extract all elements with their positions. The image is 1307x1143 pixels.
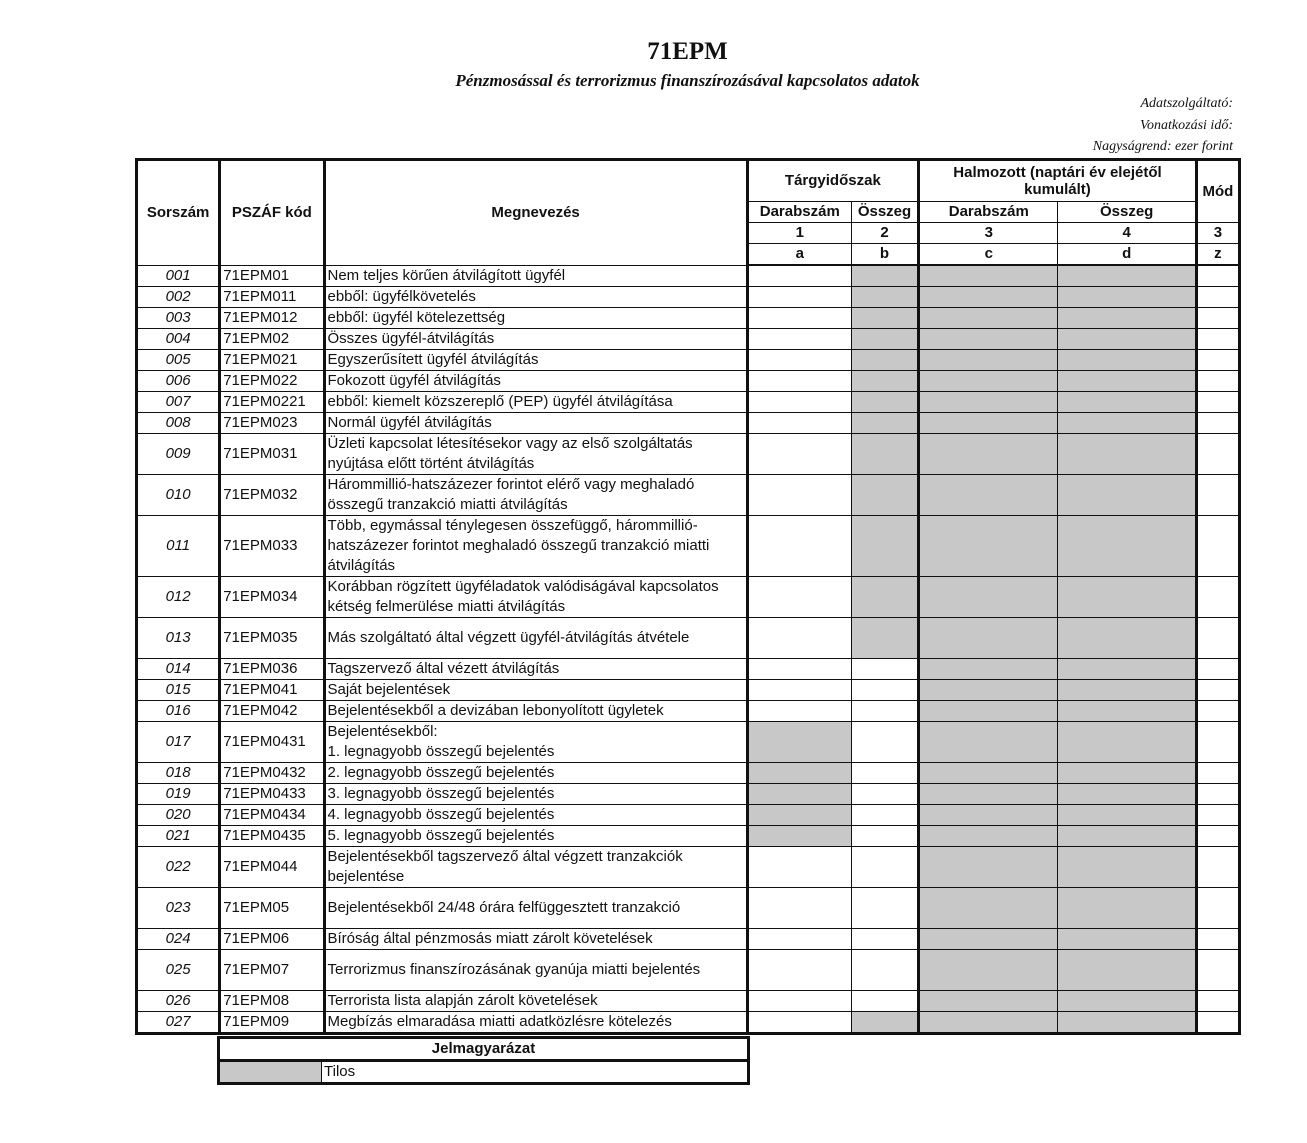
row-sorszam: 015: [137, 679, 220, 700]
row-sorszam: 017: [137, 721, 220, 762]
row-sorszam: 009: [137, 433, 220, 474]
row-megnevezes: Bejelentésekből tagszervező által végzett tranzakciók bejelentése: [324, 846, 747, 887]
col-b-cell: [851, 391, 918, 412]
col-b-cell[interactable]: [851, 658, 918, 679]
col-c-cell: [919, 576, 1058, 617]
col-c-cell: [919, 1011, 1058, 1033]
row-megnevezes: Nem teljes körűen átvilágított ügyfél: [324, 265, 747, 286]
header-sorszam: Sorszám: [137, 160, 220, 266]
row-megnevezes: Megbízás elmaradása miatti adatközlésre kötelezés: [324, 1011, 747, 1033]
col-a-cell: [747, 804, 851, 825]
legend-table: [217, 1036, 750, 1085]
col-b-cell[interactable]: [851, 762, 918, 783]
header-pszaf-kod: PSZÁF kód: [220, 160, 324, 266]
col-b-cell: [851, 617, 918, 658]
table-row: [137, 721, 1240, 762]
row-pszaf-kod: 71EPM042: [220, 700, 324, 721]
col-d-cell: [1058, 658, 1196, 679]
col-letter-c: c: [919, 244, 1058, 266]
row-megnevezes: Tagszervező által vézett átvilágítás: [324, 658, 747, 679]
col-b-cell[interactable]: [851, 804, 918, 825]
form-subtitle: Pénzmosással és terrorizmus finanszírozásával kapcsolatos adatok: [455, 71, 920, 90]
row-pszaf-kod: 71EPM034: [220, 576, 324, 617]
col-number-1: 1: [747, 223, 851, 244]
col-letter-a: a: [747, 244, 851, 266]
row-sorszam: 002: [137, 286, 220, 307]
col-z-cell[interactable]: [1196, 286, 1239, 307]
col-a-cell[interactable]: [747, 391, 851, 412]
col-b-cell: [851, 412, 918, 433]
col-z-cell[interactable]: [1196, 928, 1239, 949]
table-row: [137, 762, 1240, 783]
col-d-cell: [1058, 370, 1196, 391]
row-megnevezes: Hárommillió-hatszázezer forintot elérő vagy meghaladó összegű tranzakció miatti átvilágítás: [324, 474, 747, 515]
col-d-cell: [1058, 391, 1196, 412]
col-a-cell[interactable]: [747, 679, 851, 700]
col-c-cell: [919, 412, 1058, 433]
magnitude-label: Nagyságrend: ezer forint: [1092, 139, 1233, 154]
row-sorszam: 019: [137, 783, 220, 804]
row-sorszam: 008: [137, 412, 220, 433]
row-pszaf-kod: 71EPM0221: [220, 391, 324, 412]
col-number-mod: 3: [1196, 223, 1239, 244]
table-row: [137, 949, 1240, 990]
period-label: Vonatkozási idő:: [1140, 118, 1233, 133]
col-c-cell: [919, 474, 1058, 515]
row-sorszam: 003: [137, 307, 220, 328]
col-c-cell: [919, 783, 1058, 804]
col-number-2: 2: [851, 223, 918, 244]
col-c-cell: [919, 658, 1058, 679]
col-c-cell: [919, 949, 1058, 990]
col-c-cell: [919, 433, 1058, 474]
header-halmozott: Halmozott (naptári év elejétől kumulált): [919, 160, 1197, 202]
col-d-cell: [1058, 576, 1196, 617]
row-sorszam: 012: [137, 576, 220, 617]
col-d-cell: [1058, 433, 1196, 474]
row-pszaf-kod: 71EPM035: [220, 617, 324, 658]
table-row: [137, 1011, 1240, 1033]
col-c-cell: [919, 825, 1058, 846]
table-row: [137, 804, 1240, 825]
table-row: [137, 265, 1240, 286]
row-pszaf-kod: 71EPM011: [220, 286, 324, 307]
col-d-cell: [1058, 265, 1196, 286]
col-c-cell: [919, 265, 1058, 286]
col-d-cell: [1058, 474, 1196, 515]
col-d-cell: [1058, 617, 1196, 658]
col-a-cell[interactable]: [747, 887, 851, 928]
col-a-cell[interactable]: [747, 349, 851, 370]
table-row: [137, 576, 1240, 617]
col-d-cell: [1058, 515, 1196, 576]
col-b-cell: [851, 515, 918, 576]
table-row: [137, 679, 1240, 700]
row-pszaf-kod: 71EPM09: [220, 1011, 324, 1033]
col-z-cell[interactable]: [1196, 307, 1239, 328]
col-z-cell[interactable]: [1196, 804, 1239, 825]
row-sorszam: 018: [137, 762, 220, 783]
col-z-cell[interactable]: [1196, 391, 1239, 412]
col-a-cell[interactable]: [747, 700, 851, 721]
table-row: [137, 928, 1240, 949]
header-mod: Mód: [1196, 160, 1239, 223]
col-z-cell[interactable]: [1196, 700, 1239, 721]
col-z-cell[interactable]: [1196, 433, 1239, 474]
row-pszaf-kod: 71EPM0433: [220, 783, 324, 804]
row-pszaf-kod: 71EPM06: [220, 928, 324, 949]
row-pszaf-kod: 71EPM0431: [220, 721, 324, 762]
row-megnevezes: 3. legnagyobb összegű bejelentés: [324, 783, 747, 804]
row-pszaf-kod: 71EPM0435: [220, 825, 324, 846]
row-megnevezes: Bíróság által pénzmosás miatt zárolt követelések: [324, 928, 747, 949]
header-osszeg-2: Összeg: [1058, 202, 1196, 223]
col-d-cell: [1058, 328, 1196, 349]
row-sorszam: 013: [137, 617, 220, 658]
col-a-cell[interactable]: [747, 370, 851, 391]
header-targyidoszak: Tárgyidőszak: [747, 160, 918, 202]
col-z-cell[interactable]: [1196, 576, 1239, 617]
col-letter-b: b: [851, 244, 918, 266]
table-row: [137, 783, 1240, 804]
col-a-cell: [747, 762, 851, 783]
col-z-cell[interactable]: [1196, 1011, 1239, 1033]
col-a-cell[interactable]: [747, 286, 851, 307]
col-a-cell[interactable]: [747, 928, 851, 949]
col-letter-d: d: [1058, 244, 1196, 266]
table-row: [137, 328, 1240, 349]
header-osszeg-1: Összeg: [851, 202, 918, 223]
col-d-cell: [1058, 762, 1196, 783]
row-megnevezes: Több, egymással ténylegesen összefüggő, hárommillió-hatszázezer forintot meghaladó összegű tranzakció miatti átvilágítás: [324, 515, 747, 576]
col-d-cell: [1058, 307, 1196, 328]
col-c-cell: [919, 887, 1058, 928]
row-megnevezes: ebből: ügyfélkövetelés: [324, 286, 747, 307]
col-a-cell[interactable]: [747, 576, 851, 617]
header-darabszam-2: Darabszám: [919, 202, 1058, 223]
row-megnevezes: Bejelentésekből a devizában lebonyolított ügyletek: [324, 700, 747, 721]
row-sorszam: 024: [137, 928, 220, 949]
col-d-cell: [1058, 804, 1196, 825]
col-d-cell: [1058, 846, 1196, 887]
row-sorszam: 011: [137, 515, 220, 576]
col-z-cell[interactable]: [1196, 412, 1239, 433]
col-d-cell: [1058, 349, 1196, 370]
row-pszaf-kod: 71EPM036: [220, 658, 324, 679]
col-b-cell: [851, 307, 918, 328]
provider-label: Adatszolgáltató:: [1140, 96, 1233, 111]
col-c-cell: [919, 990, 1058, 1011]
table-row: [137, 990, 1240, 1011]
col-z-cell[interactable]: [1196, 846, 1239, 887]
col-z-cell[interactable]: [1196, 349, 1239, 370]
col-c-cell: [919, 721, 1058, 762]
col-d-cell: [1058, 679, 1196, 700]
col-b-cell: [851, 265, 918, 286]
row-pszaf-kod: 71EPM044: [220, 846, 324, 887]
col-a-cell[interactable]: [747, 617, 851, 658]
row-sorszam: 026: [137, 990, 220, 1011]
row-megnevezes: Normál ügyfél átvilágítás: [324, 412, 747, 433]
col-letter-z: z: [1196, 244, 1239, 266]
legend-forbidden-swatch: [219, 1061, 322, 1084]
row-pszaf-kod: 71EPM033: [220, 515, 324, 576]
col-a-cell[interactable]: [747, 658, 851, 679]
row-megnevezes: 4. legnagyobb összegű bejelentés: [324, 804, 747, 825]
row-megnevezes: Üzleti kapcsolat létesítésekor vagy az első szolgáltatás nyújtása előtt történt átvilágítás: [324, 433, 747, 474]
row-sorszam: 010: [137, 474, 220, 515]
col-b-cell: [851, 433, 918, 474]
row-megnevezes: Terrorizmus finanszírozásának gyanúja miatti bejelentés: [324, 949, 747, 990]
row-pszaf-kod: 71EPM02: [220, 328, 324, 349]
col-z-cell[interactable]: [1196, 265, 1239, 286]
legend-forbidden-label: Tilos: [322, 1061, 749, 1084]
col-a-cell[interactable]: [747, 990, 851, 1011]
row-pszaf-kod: 71EPM041: [220, 679, 324, 700]
col-c-cell: [919, 700, 1058, 721]
row-megnevezes: Bejelentésekből: 1. legnagyobb összegű bejelentés: [324, 721, 747, 762]
col-b-cell[interactable]: [851, 825, 918, 846]
row-pszaf-kod: 71EPM021: [220, 349, 324, 370]
header-megnevezes: Megnevezés: [324, 160, 747, 266]
col-d-cell: [1058, 412, 1196, 433]
col-d-cell: [1058, 286, 1196, 307]
col-b-cell: [851, 286, 918, 307]
col-d-cell: [1058, 949, 1196, 990]
col-a-cell[interactable]: [747, 433, 851, 474]
table-row: [137, 412, 1240, 433]
col-a-cell[interactable]: [747, 265, 851, 286]
col-c-cell: [919, 515, 1058, 576]
col-b-cell: [851, 328, 918, 349]
table-row: [137, 700, 1240, 721]
col-number-3: 3: [919, 223, 1058, 244]
col-a-cell[interactable]: [747, 474, 851, 515]
col-c-cell: [919, 762, 1058, 783]
col-c-cell: [919, 370, 1058, 391]
row-pszaf-kod: 71EPM0432: [220, 762, 324, 783]
col-a-cell: [747, 783, 851, 804]
col-a-cell[interactable]: [747, 846, 851, 887]
table-row: [137, 658, 1240, 679]
col-d-cell: [1058, 887, 1196, 928]
col-z-cell[interactable]: [1196, 721, 1239, 762]
col-b-cell: [851, 1011, 918, 1033]
col-z-cell[interactable]: [1196, 617, 1239, 658]
row-megnevezes: 5. legnagyobb összegű bejelentés: [324, 825, 747, 846]
col-b-cell[interactable]: [851, 949, 918, 990]
row-megnevezes: Bejelentésekből 24/48 órára felfüggesztett tranzakció: [324, 887, 747, 928]
row-megnevezes: Korábban rögzített ügyféladatok valódiságával kapcsolatos kétség felmerülése miatti átvilágítás: [324, 576, 747, 617]
col-z-cell[interactable]: [1196, 370, 1239, 391]
row-sorszam: 001: [137, 265, 220, 286]
col-z-cell[interactable]: [1196, 783, 1239, 804]
col-a-cell[interactable]: [747, 328, 851, 349]
col-b-cell[interactable]: [851, 846, 918, 887]
row-pszaf-kod: 71EPM07: [220, 949, 324, 990]
row-sorszam: 021: [137, 825, 220, 846]
col-c-cell: [919, 391, 1058, 412]
col-c-cell: [919, 349, 1058, 370]
col-z-cell[interactable]: [1196, 990, 1239, 1011]
row-sorszam: 016: [137, 700, 220, 721]
col-d-cell: [1058, 990, 1196, 1011]
col-z-cell[interactable]: [1196, 825, 1239, 846]
table-row: [137, 474, 1240, 515]
row-pszaf-kod: 71EPM031: [220, 433, 324, 474]
col-b-cell[interactable]: [851, 928, 918, 949]
table-row: [137, 887, 1240, 928]
row-megnevezes: Terrorista lista alapján zárolt követelések: [324, 990, 747, 1011]
col-z-cell[interactable]: [1196, 658, 1239, 679]
col-d-cell: [1058, 721, 1196, 762]
row-sorszam: 004: [137, 328, 220, 349]
row-pszaf-kod: 71EPM05: [220, 887, 324, 928]
table-row: [137, 307, 1240, 328]
col-d-cell: [1058, 1011, 1196, 1033]
table-row: [137, 391, 1240, 412]
col-b-cell[interactable]: [851, 783, 918, 804]
col-z-cell[interactable]: [1196, 679, 1239, 700]
col-z-cell[interactable]: [1196, 949, 1239, 990]
col-c-cell: [919, 286, 1058, 307]
row-sorszam: 025: [137, 949, 220, 990]
row-sorszam: 007: [137, 391, 220, 412]
row-pszaf-kod: 71EPM08: [220, 990, 324, 1011]
col-d-cell: [1058, 825, 1196, 846]
col-c-cell: [919, 679, 1058, 700]
col-c-cell: [919, 617, 1058, 658]
col-number-4: 4: [1058, 223, 1196, 244]
table-row: [137, 846, 1240, 887]
row-megnevezes: Fokozott ügyfél átvilágítás: [324, 370, 747, 391]
row-pszaf-kod: 71EPM012: [220, 307, 324, 328]
row-pszaf-kod: 71EPM01: [220, 265, 324, 286]
row-megnevezes: ebből: ügyfél kötelezettség: [324, 307, 747, 328]
row-sorszam: 022: [137, 846, 220, 887]
row-sorszam: 027: [137, 1011, 220, 1033]
table-row: [137, 825, 1240, 846]
col-b-cell[interactable]: [851, 700, 918, 721]
row-megnevezes: Más szolgáltató által végzett ügyfél-átvilágítás átvétele: [324, 617, 747, 658]
row-sorszam: 005: [137, 349, 220, 370]
col-a-cell[interactable]: [747, 515, 851, 576]
col-z-cell[interactable]: [1196, 762, 1239, 783]
row-sorszam: 006: [137, 370, 220, 391]
row-pszaf-kod: 71EPM032: [220, 474, 324, 515]
col-c-cell: [919, 846, 1058, 887]
col-c-cell: [919, 928, 1058, 949]
row-megnevezes: 2. legnagyobb összegű bejelentés: [324, 762, 747, 783]
col-a-cell: [747, 825, 851, 846]
table-row: [137, 433, 1240, 474]
col-b-cell: [851, 370, 918, 391]
row-pszaf-kod: 71EPM0434: [220, 804, 324, 825]
table-row: [137, 370, 1240, 391]
col-d-cell: [1058, 783, 1196, 804]
row-megnevezes: Összes ügyfél-átvilágítás: [324, 328, 747, 349]
col-c-cell: [919, 328, 1058, 349]
row-sorszam: 023: [137, 887, 220, 928]
col-a-cell: [747, 721, 851, 762]
col-a-cell[interactable]: [747, 949, 851, 990]
col-b-cell: [851, 474, 918, 515]
col-c-cell: [919, 307, 1058, 328]
header-darabszam-1: Darabszám: [747, 202, 851, 223]
col-b-cell[interactable]: [851, 721, 918, 762]
col-a-cell[interactable]: [747, 307, 851, 328]
col-b-cell[interactable]: [851, 887, 918, 928]
table-row: [137, 286, 1240, 307]
col-a-cell[interactable]: [747, 412, 851, 433]
col-d-cell: [1058, 928, 1196, 949]
col-z-cell[interactable]: [1196, 887, 1239, 928]
row-pszaf-kod: 71EPM022: [220, 370, 324, 391]
col-z-cell[interactable]: [1196, 328, 1239, 349]
row-pszaf-kod: 71EPM023: [220, 412, 324, 433]
col-b-cell: [851, 576, 918, 617]
table-row: [137, 515, 1240, 576]
row-sorszam: 014: [137, 658, 220, 679]
row-sorszam: 020: [137, 804, 220, 825]
data-table: [135, 158, 1241, 1035]
form-title: 71EPM: [647, 38, 728, 65]
row-megnevezes: ebből: kiemelt közszereplő (PEP) ügyfél átvilágítása: [324, 391, 747, 412]
col-b-cell[interactable]: [851, 679, 918, 700]
row-megnevezes: Saját bejelentések: [324, 679, 747, 700]
col-b-cell: [851, 349, 918, 370]
col-b-cell[interactable]: [851, 990, 918, 1011]
col-z-cell[interactable]: [1196, 474, 1239, 515]
row-megnevezes: Egyszerűsített ügyfél átvilágítás: [324, 349, 747, 370]
col-c-cell: [919, 804, 1058, 825]
table-row: [137, 349, 1240, 370]
col-d-cell: [1058, 700, 1196, 721]
table-row: [137, 617, 1240, 658]
legend-title: Jelmagyarázat: [219, 1038, 749, 1061]
col-z-cell[interactable]: [1196, 515, 1239, 576]
col-a-cell[interactable]: [747, 1011, 851, 1033]
